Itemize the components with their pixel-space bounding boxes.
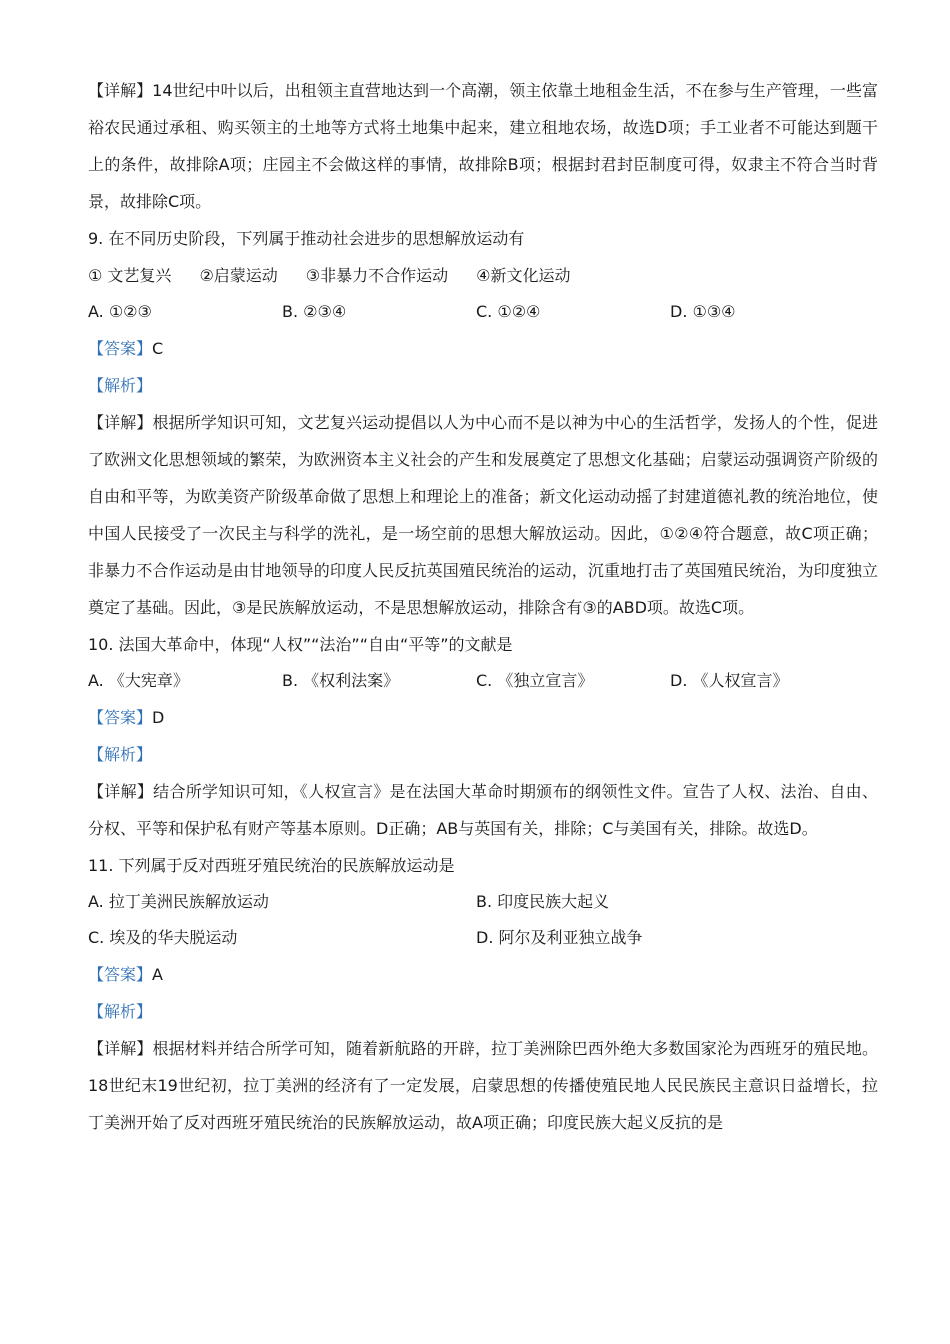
q9-option-c: C. ①②④ (476, 302, 541, 321)
q9-item-3: ③非暴力不合作运动 (305, 266, 449, 285)
q11-options-row-2 (88, 920, 878, 956)
answer-value: C (152, 339, 164, 358)
answer-tag: 【答案】 (88, 965, 153, 984)
q9-option-a: A. ①②③ (88, 302, 152, 321)
detail-text: 根据所学知识可知，文艺复兴运动提倡以人为中心而不是以神为中心的生活哲学，发扬人的个性，促进了欧洲文化思想领域的繁荣，为欧洲资本主义社会的产生和发展奠定了思想文化基础；启蒙运动强调资产阶级的自由和平等，为欧美资产阶级革命做了思想上和理论上的准备；新文化运动动摇了封建道德礼教的统治地位，使中国人民接受了一次民主与科学的洗礼，是一场空前的思想大解放运动。因此，①②④符合题意，故C项正确；非暴力不合作运动是由甘地领导的印度人民反抗英国殖民统治的运动，沉重地打击了英国殖民统治，为印度独立奠定了基础。因此，③是民族解放运动，不是思想解放运动，排除含有③的ABD项。故选C项。 (88, 413, 878, 617)
document-page (88, 72, 878, 1141)
q10-option-d: D. 《人权宣言》 (670, 671, 789, 690)
detail-text: 14世纪中叶以后，出租领主直营地达到一个高潮，领主依靠土地租金生活，不在参与生产管理，一些富裕农民通过承租、购买领主的土地等方式将土地集中起来，建立租地农场，故选D项；手工业者不可能达到题干上的条件，故排除A项；庄园主不会做这样的事情，故排除B项；根据封君封臣制度可得，奴隶主不符合当时背景，故排除C项。 (88, 81, 878, 211)
q8-detail (88, 72, 878, 220)
q11-stem: 11. 下列属于反对西班牙殖民统治的民族解放运动是 (88, 856, 455, 875)
detail-text: 根据材料并结合所学可知，随着新航路的开辟，拉丁美洲除巴西外绝大多数国家沦为西班牙的殖民地。18世纪末19世纪初，拉丁美洲的经济有了一定发展，启蒙思想的传播使殖民地人民民族民主意识日益增长，拉丁美洲开始了反对西班牙殖民统治的民族解放运动，故A项正确；印度民族大起义反抗的是 (88, 1039, 878, 1132)
q10-stem: 10. 法国大革命中，体现“人权”“法治”“自由“平等”的文献是 (88, 635, 513, 654)
q9-stem: 9. 在不同历史阶段，下列属于推动社会进步的思想解放运动有 (88, 229, 525, 248)
q9-item-2: ②启蒙运动 (199, 266, 278, 285)
q10-analysis-tag: 【解析】 (88, 745, 153, 764)
q11-option-c: C. 埃及的华夫脱运动 (88, 928, 238, 947)
detail-tag: 【详解】 (88, 413, 153, 432)
q9-items (88, 257, 878, 294)
q10-detail (88, 773, 878, 847)
answer-tag: 【答案】 (88, 339, 153, 358)
answer-value: A (152, 965, 163, 984)
q11-options-row-1 (88, 884, 878, 920)
q11-detail (88, 1030, 878, 1141)
q9-item-1: ① 文艺复兴 (88, 266, 172, 285)
q9-options (88, 294, 878, 330)
q10-option-a: A. 《大宪章》 (88, 671, 189, 690)
answer-tag: 【答案】 (88, 708, 153, 727)
detail-tag: 【详解】 (88, 782, 154, 801)
detail-tag: 【详解】 (88, 1039, 153, 1058)
q11-option-d: D. 阿尔及利亚独立战争 (476, 928, 643, 947)
q11-option-b: B. 印度民族大起义 (476, 892, 610, 911)
q11-answer (88, 956, 878, 993)
q10-answer (88, 699, 878, 736)
detail-tag: 【详解】 (88, 81, 153, 100)
q9-item-4: ④新文化运动 (476, 266, 571, 285)
q10-options (88, 663, 878, 699)
q11-option-a: A. 拉丁美洲民族解放运动 (88, 892, 269, 911)
q10-option-c: C. 《独立宣言》 (476, 671, 594, 690)
q9-analysis-tag: 【解析】 (88, 376, 153, 395)
q9-detail (88, 404, 878, 626)
answer-value: D (152, 708, 165, 727)
q9-option-d: D. ①③④ (670, 302, 736, 321)
q11-analysis-tag: 【解析】 (88, 1002, 153, 1021)
q10-option-b: B. 《权利法案》 (282, 671, 400, 690)
detail-text: 结合所学知识可知，《人权宣言》是在法国大革命时期颁布的纲领性文件。宣告了人权、法治、自由、分权、平等和保护私有财产等基本原则。D正确；AB与英国有关，排除；C与美国有关，排除。故选D。 (88, 782, 878, 838)
q9-option-b: B. ②③④ (282, 302, 347, 321)
q9-answer (88, 330, 878, 367)
